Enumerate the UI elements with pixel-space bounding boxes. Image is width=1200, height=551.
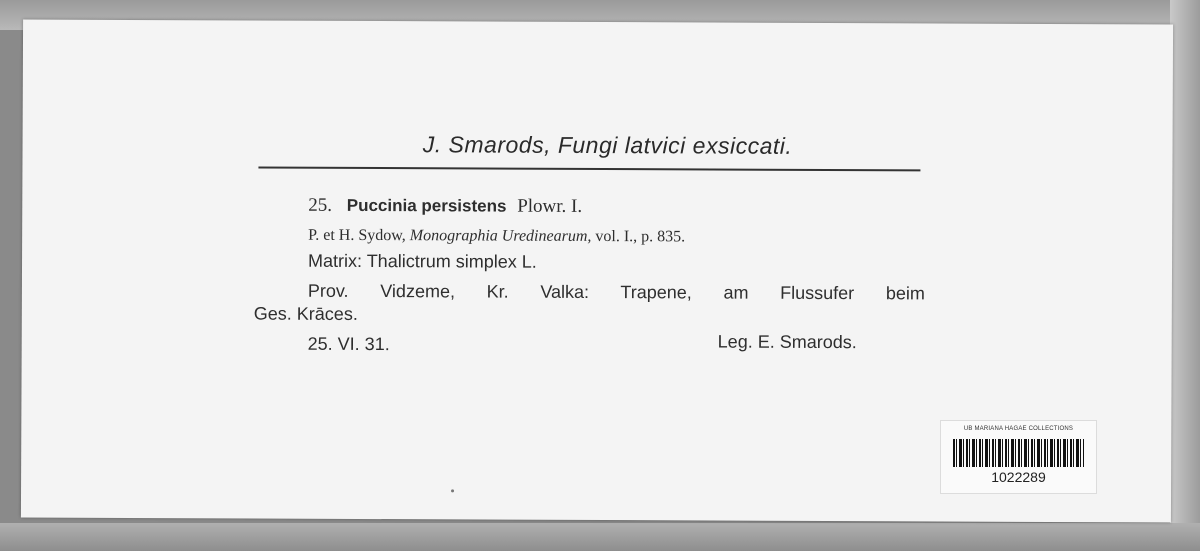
species-name: Puccinia persistens (346, 195, 507, 216)
reference-title: Monographia Uredinearum, (409, 227, 592, 245)
speck (451, 489, 454, 492)
backdrop-bottom (0, 523, 1200, 551)
locality-line-1: Prov. Vidzeme, Kr. Valka: Trapene, am Flussufer beim (307, 280, 925, 304)
collector: Leg. E. Smarods. (717, 331, 857, 353)
reference-line (308, 227, 685, 247)
species-author: Plowr. I. (517, 195, 583, 217)
barcode-number: 1022289 (991, 469, 1046, 485)
specimen-number: 25. (308, 194, 333, 216)
reference-details: vol. I., p. 835. (595, 227, 686, 246)
barcode-header: UB MARIANA HAGAE COLLECTIONS (963, 426, 1074, 432)
reference-authors: P. et H. Sydow, (308, 226, 406, 245)
matrix-line: Matrix: Thalictrum simplex L. (307, 250, 537, 272)
backdrop-right (1170, 0, 1200, 551)
title-rule (258, 167, 920, 172)
barcode-icon (953, 439, 1084, 467)
collection-date: 25. VI. 31. (307, 333, 390, 355)
series-title: J. Smarods, Fungi latvici exsiccati. (422, 131, 793, 159)
species-line (308, 195, 582, 218)
barcode-label (940, 420, 1097, 494)
locality-line-2: Ges. Krāces. (253, 303, 358, 324)
